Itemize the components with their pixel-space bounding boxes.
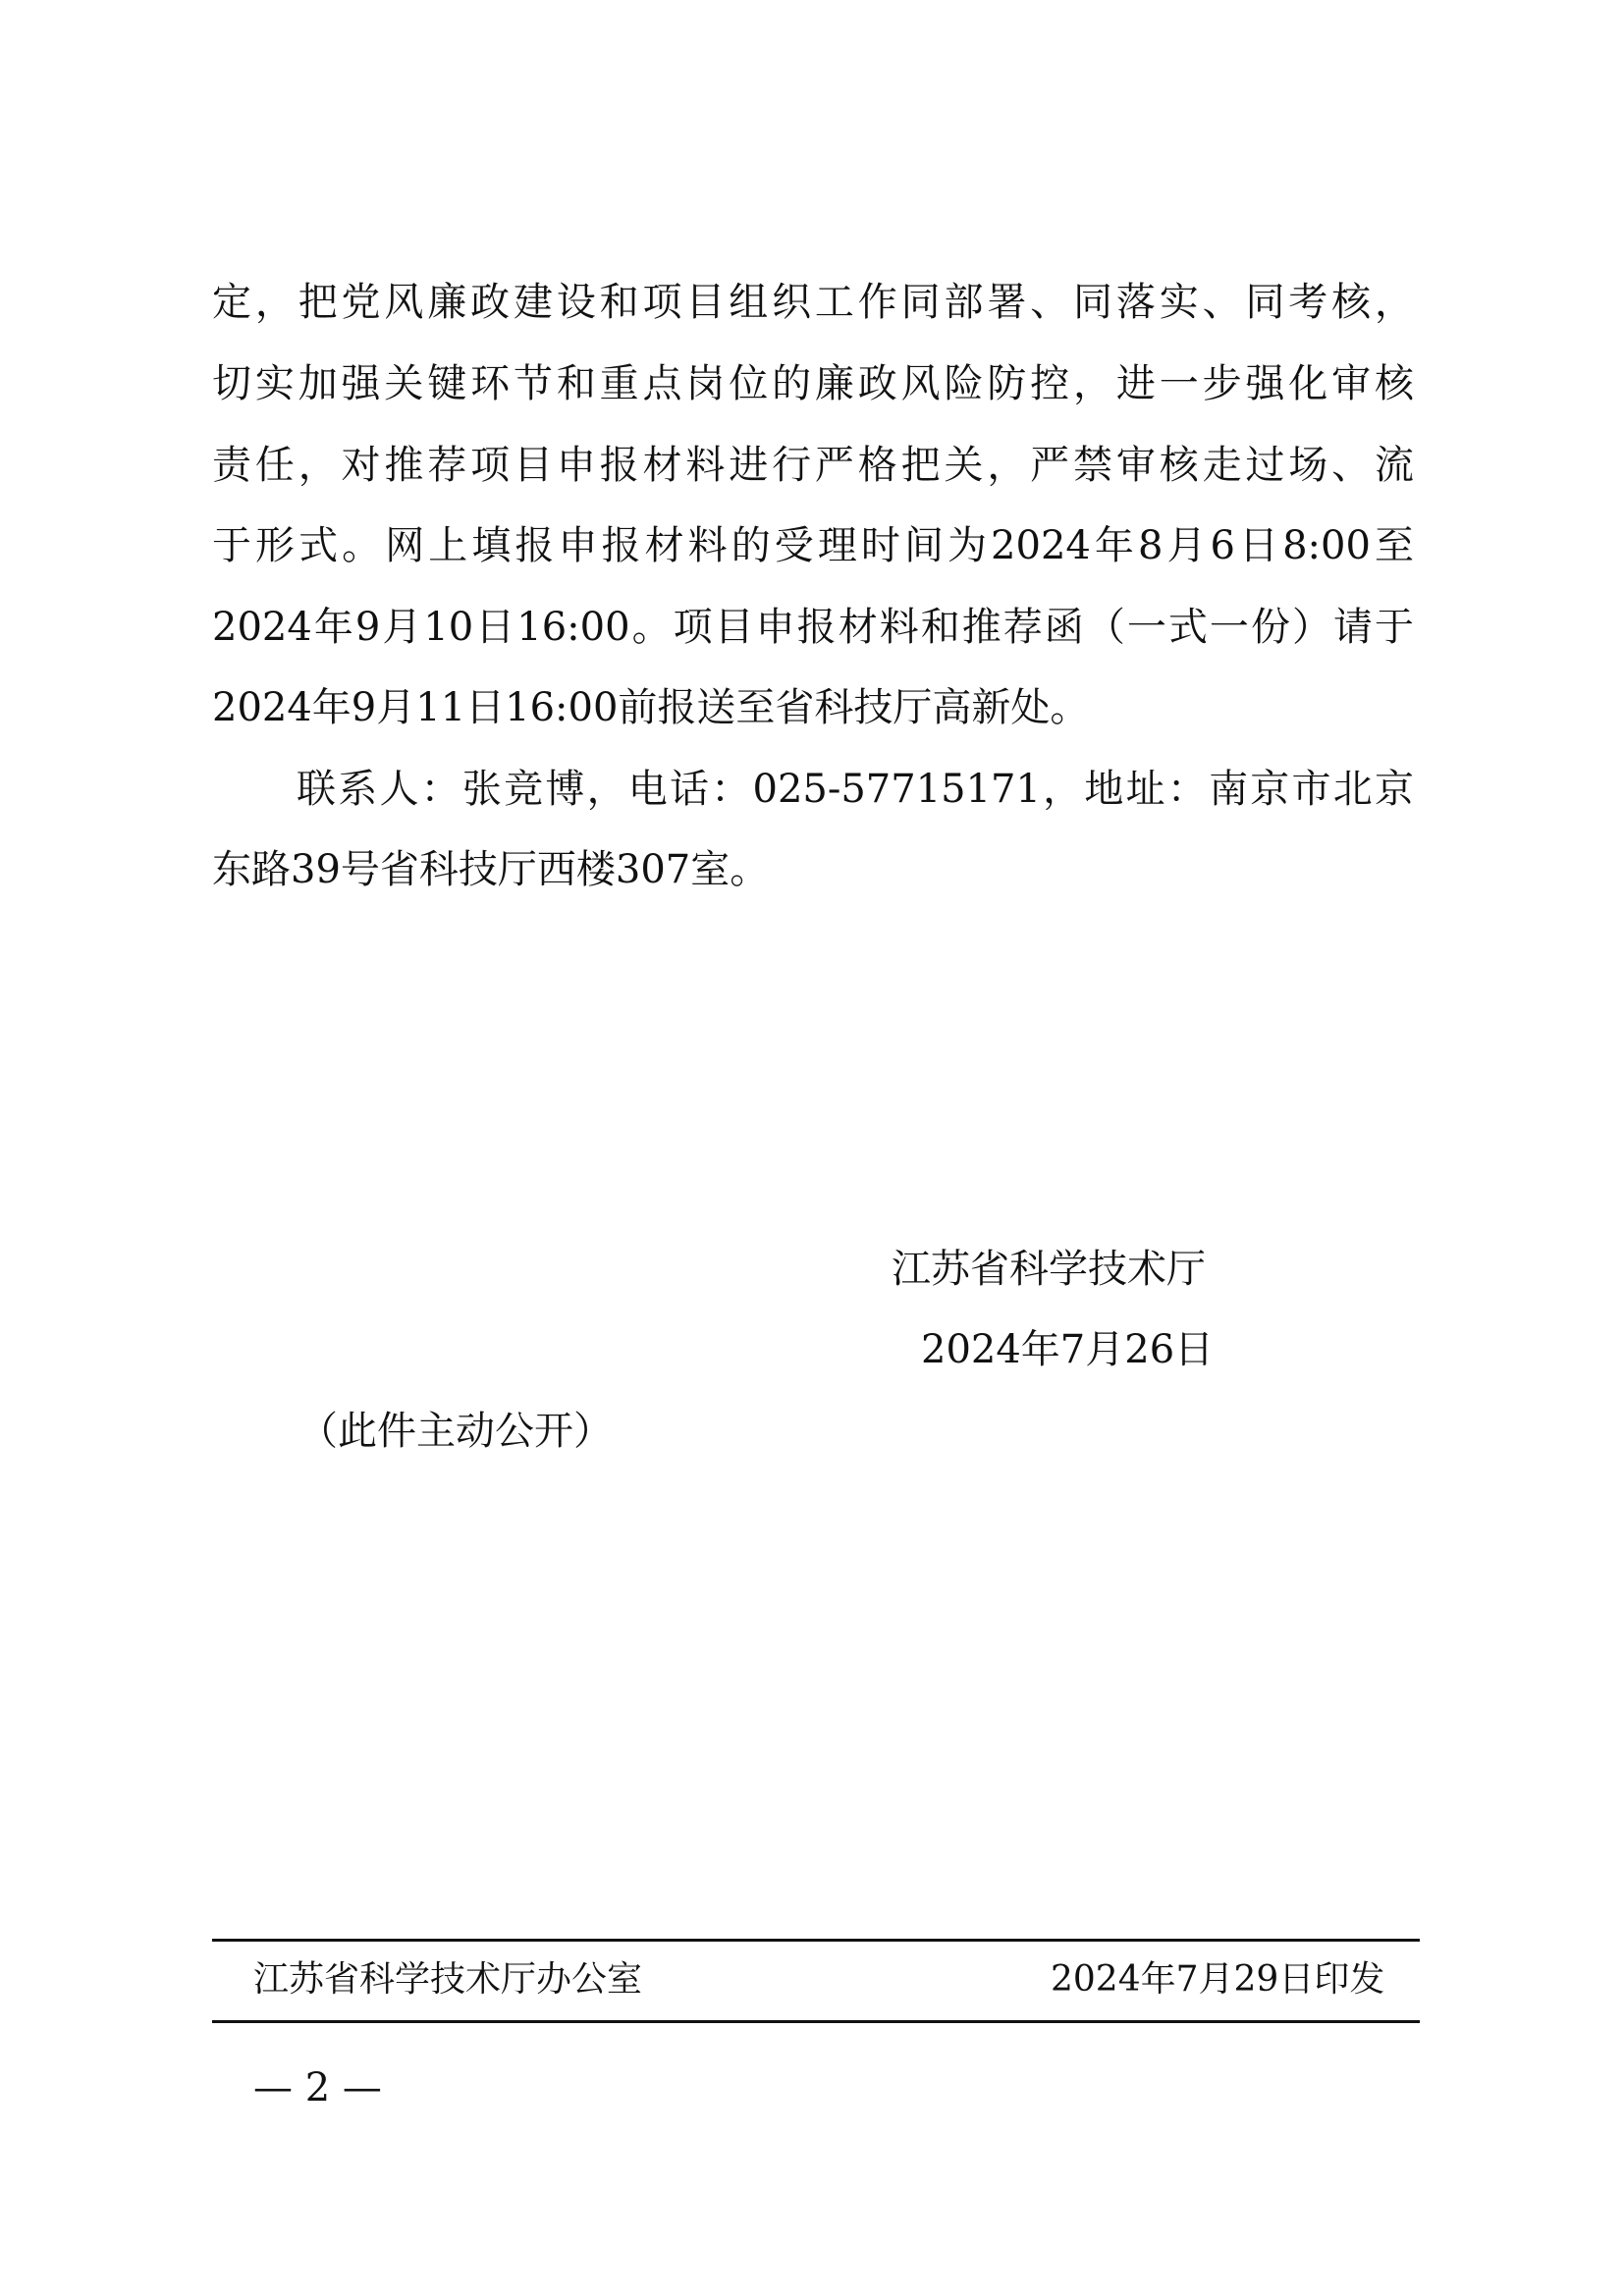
contact-line: 东路39号省科技厅西楼307室。 bbox=[212, 847, 770, 892]
signature-date: 2024年7月26日 bbox=[921, 1327, 1215, 1372]
body-line: 责任，对推荐项目申报材料进行严格把关，严禁审核走过场、流 bbox=[212, 443, 1414, 488]
footer-bottom-rule bbox=[212, 2020, 1420, 2023]
page-number: — 2 — bbox=[253, 2065, 382, 2110]
body-line: 于形式。网上填报申报材料的受理时间为2024年8月6日8:00至 bbox=[212, 523, 1414, 568]
footer-issue-date: 2024年7月29日印发 bbox=[1051, 1959, 1385, 2000]
signature-organization: 江苏省科学技术厅 bbox=[892, 1247, 1206, 1292]
body-line: 定，把党风廉政建设和项目组织工作同部署、同落实、同考核， bbox=[212, 280, 1414, 325]
contact-line: 联系人：张竞博，电话：025-57715171，地址：南京市北京 bbox=[297, 767, 1414, 812]
body-line: 2024年9月11日16:00前报送至省科技厅高新处。 bbox=[212, 685, 1090, 730]
disclosure-note: （此件主动公开） bbox=[298, 1409, 613, 1454]
footer-top-rule bbox=[212, 1939, 1420, 1942]
footer-issuer: 江苏省科学技术厅办公室 bbox=[253, 1959, 643, 2000]
body-line: 2024年9月10日16:00。项目申报材料和推荐函（一式一份）请于 bbox=[212, 605, 1414, 650]
body-line: 切实加强关键环节和重点岗位的廉政风险防控，进一步强化审核 bbox=[212, 361, 1414, 406]
